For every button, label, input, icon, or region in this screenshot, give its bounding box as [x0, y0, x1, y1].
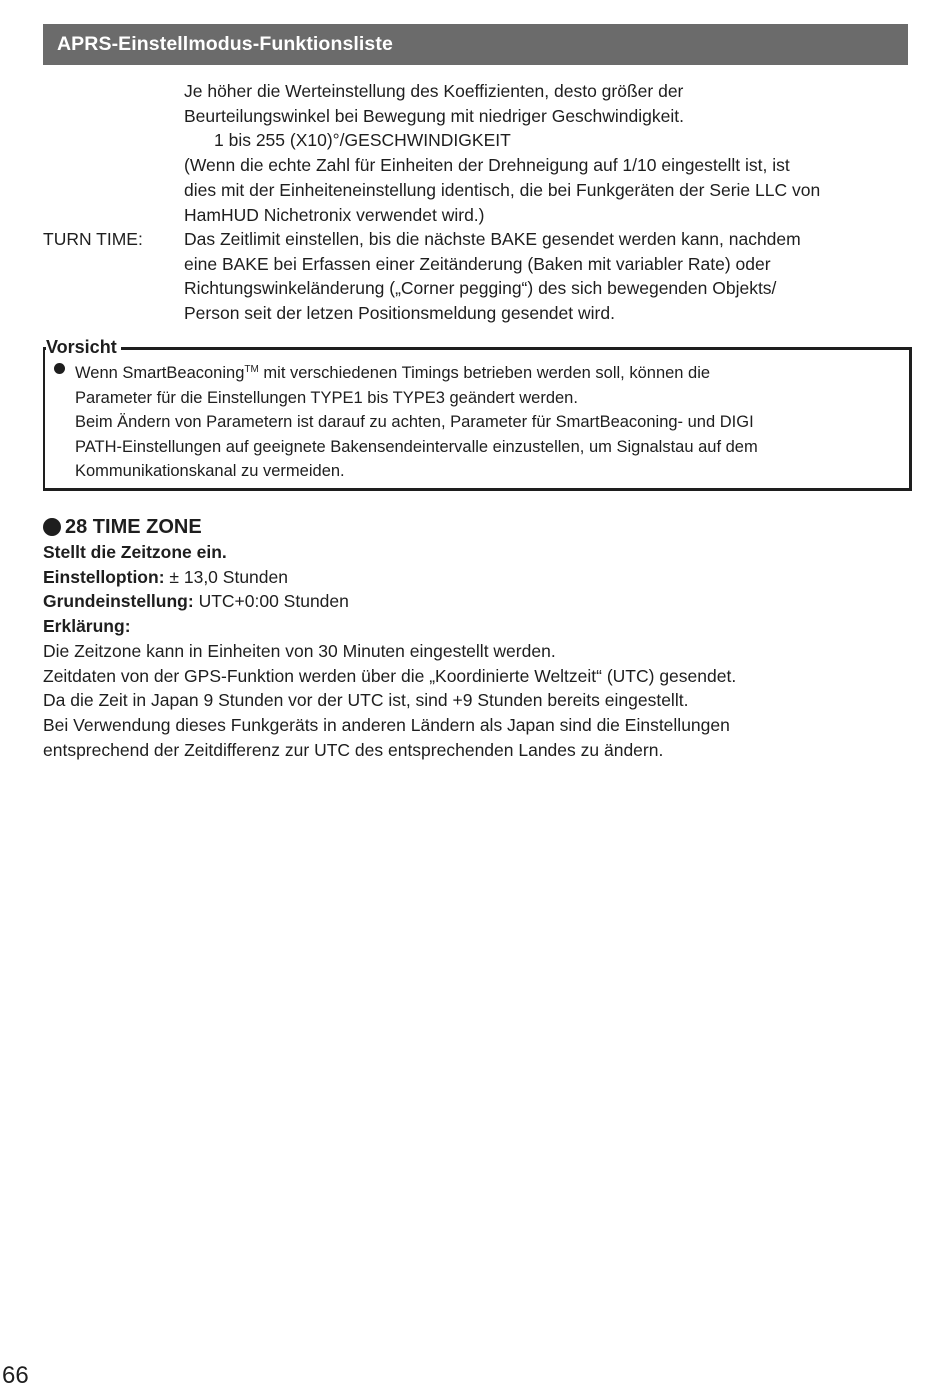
- caution-line-post: mit verschiedenen Timings betrieben werden soll, können die: [258, 364, 711, 382]
- turn-time-description: [184, 227, 914, 326]
- setting-option-label: Einstelloption:: [43, 566, 165, 587]
- note-line: HamHUD Nichetronix verwendet wird.): [184, 204, 485, 225]
- default-setting-label: Grundeinstellung:: [43, 591, 194, 612]
- explanation-line: Zeitdaten von der GPS-Funktion werden über die „Koordinierte Weltzeit“ (UTC) gesendet.: [43, 665, 737, 686]
- explanation-label: Erklärung:: [43, 616, 131, 637]
- turn-time-label: TURN TIME:: [43, 229, 143, 249]
- turn-time-line: Richtungswinkeländerung („Corner pegging“) des sich bewegenden Objekts/: [184, 278, 777, 299]
- caution-line: Kommunikationskanal zu vermeiden.: [75, 462, 345, 481]
- time-zone-subtitle: Stellt die Zeitzone ein.: [43, 542, 227, 562]
- intro-paragraph: [184, 79, 914, 227]
- page-number: 66: [2, 1362, 29, 1389]
- speed-range: 1 bis 255 (X10)°/GESCHWINDIGKEIT: [214, 130, 511, 151]
- explanation-line: Bei Verwendung dieses Funkgeräts in anderen Ländern als Japan sind die Einstellungen: [43, 714, 730, 735]
- time-zone-heading: [43, 514, 202, 540]
- caution-line-pre: Wenn SmartBeaconing: [75, 364, 245, 382]
- time-zone-body: [43, 540, 923, 762]
- bullet-icon: [43, 518, 61, 536]
- caution-line: Parameter für die Einstellungen TYPE1 bis TYPE3 geändert werden.: [75, 388, 578, 407]
- trademark-mark: TM: [244, 364, 259, 375]
- default-setting: [43, 589, 923, 614]
- time-zone-heading-text: 28 TIME ZONE: [65, 516, 202, 538]
- explanation-line: Die Zeitzone kann in Einheiten von 30 Minuten eingestellt werden.: [43, 640, 556, 661]
- explanation-line: entsprechend der Zeitdifferenz zur UTC des entsprechenden Landes zu ändern.: [43, 739, 664, 760]
- caution-line: PATH-Einstellungen auf geeignete Bakensendeintervalle einzustellen, um Signalstau auf dem: [75, 437, 758, 456]
- default-setting-value: UTC+0:00 Stunden: [193, 591, 349, 612]
- setting-option: [43, 565, 923, 590]
- turn-time-line: Person seit der letzen Positionsmeldung gesendet wird.: [184, 303, 615, 324]
- caution-title: Vorsicht: [46, 336, 121, 358]
- intro-line: Je höher die Werteinstellung des Koeffizienten, desto größer der: [184, 81, 684, 101]
- caution-line: [75, 358, 895, 386]
- intro-line: Beurteilungswinkel bei Bewegung mit niedriger Geschwindigkeit.: [184, 105, 684, 126]
- caution-line: Beim Ändern von Parametern ist darauf zu achten, Parameter für SmartBeaconing- und DIGI: [75, 413, 754, 432]
- note-line: dies mit der Einheiteneinstellung identisch, die bei Funkgeräten der Serie LLC von: [184, 179, 821, 200]
- turn-time-line: Das Zeitlimit einstellen, bis die nächste BAKE gesendet werden kann, nachdem: [184, 229, 801, 249]
- setting-option-value: ± 13,0 Stunden: [164, 566, 288, 587]
- section-header-title: APRS-Einstellmodus-Funktionsliste: [57, 33, 393, 55]
- caution-text: [75, 358, 895, 484]
- turn-time-line: eine BAKE bei Erfassen einer Zeitänderung (Baken mit variabler Rate) oder: [184, 253, 771, 274]
- section-header-bar: [43, 24, 908, 65]
- explanation-line: Da die Zeit in Japan 9 Stunden vor der UTC ist, sind +9 Stunden bereits eingestellt.: [43, 690, 689, 711]
- bullet-icon: [54, 363, 65, 374]
- note-line: (Wenn die echte Zahl für Einheiten der Drehneigung auf 1/10 eingestellt ist, ist: [184, 155, 790, 176]
